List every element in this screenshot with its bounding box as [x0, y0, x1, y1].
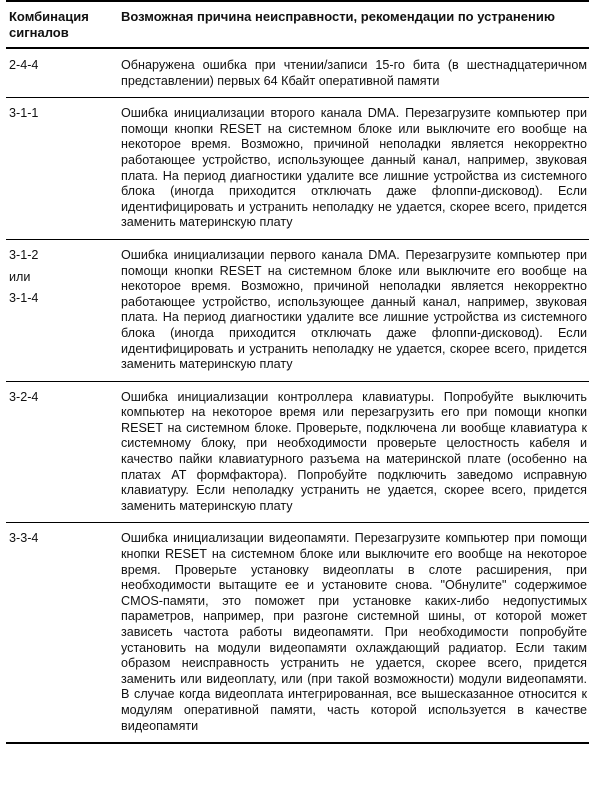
signal-code: 3-1-2	[9, 247, 39, 262]
signal-code-connector: или	[9, 269, 31, 284]
description-cell: Ошибка инициализации видеопамяти. Перезагрузите компьютер при помощи кнопки RESET на системном блоке или выключите его вообще на некоторое время. Проверьте установку видеоплаты в слоте расширения, при необходимости вытащите ее и установите снова. "Обнулите" содержимое CMOS-памяти, это поможет при установке каких-либо недопустимых параметров, например, при разгоне системной шины, от которой может зависеть частота работы видеопамяти. При необходимости попробуйте установить на модули видеопамяти охлаждающий радиатор. Если таким образом неисправность устранить не удается, скорее всего, придется заменить или видеоплату, или (при такой возможности) модули видеопамяти. В случае когда видеоплата интегрированная, все вышесказанное относится к модулям оперативной памяти, часть которой используется в качестве видеопамяти	[114, 523, 589, 743]
table-row	[6, 98, 589, 240]
document-page	[6, 0, 589, 744]
signal-code: 3-2-4	[9, 389, 39, 404]
signal-code-cell	[6, 98, 114, 240]
signal-code: 3-3-4	[9, 531, 39, 546]
header-signal-combination: Комбинация сигналов	[6, 1, 114, 48]
table-header-row	[6, 1, 589, 48]
table-row	[6, 48, 589, 98]
description-cell: Ошибка инициализации контроллера клавиатуры. Попробуйте выключить компьютер на некоторое время или перезагрузить его при помощи кнопки RESET на системном блоке. Проверьте, подключена ли вообще клавиатура к системному блоку, при необходимости проверьте целостность кабеля и качество пайки клавиатурного разъема на материнской плате (особенно на платах AT формфактора). Попробуйте подключить заведомо исправную клавиатуру. Если неполадку устранить не удается, скорее всего, придется заменить материнскую плату	[114, 381, 589, 523]
signal-code-cell	[6, 523, 114, 743]
table-row	[6, 381, 589, 523]
table-row	[6, 523, 589, 743]
header-cause-recommendation: Возможная причина неисправности, рекомендации по устранению	[114, 1, 589, 48]
beep-code-table	[6, 0, 589, 744]
signal-code: 2-4-4	[9, 58, 39, 72]
signal-code-cell	[6, 381, 114, 523]
signal-code-cell	[6, 48, 114, 98]
signal-code: 3-1-1	[9, 106, 39, 121]
table-row	[6, 239, 589, 381]
description-cell: Ошибка инициализации первого канала DMA. Перезагрузите компьютер при помощи кнопки RESET на системном блоке или выключите его вообще на некоторое время. Возможно, причиной неполадки является некорректно работающее устройство, использующее данный канал, например, звуковая плата. На период диагностики удалите все лишние устройства из системного блока (иногда приходится отключать даже флоппи-дисковод). Если идентифицировать и устранить неполадку не удается, скорее всего, придется заменить материнскую плату	[114, 239, 589, 381]
description-cell: Обнаружена ошибка при чтении/записи 15-го бита (в шестнадцатеричном представлении) первых 64 Кбайт оперативной памяти	[114, 48, 589, 98]
signal-code-cell	[6, 239, 114, 381]
description-cell: Ошибка инициализации второго канала DMA. Перезагрузите компьютер при помощи кнопки RESET на системном блоке или выключите его вообще на некоторое время. Возможно, причиной неполадки является некорректно работающее устройство, использующее данный канал, например, звуковая плата. На период диагностики удалите все лишние устройства из системного блока (иногда приходится отключать даже флоппи-дисковод). Если идентифицировать и устранить неполадку не удается, скорее всего, придется заменить материнскую плату	[114, 98, 589, 240]
signal-code: 3-1-4	[9, 291, 39, 306]
